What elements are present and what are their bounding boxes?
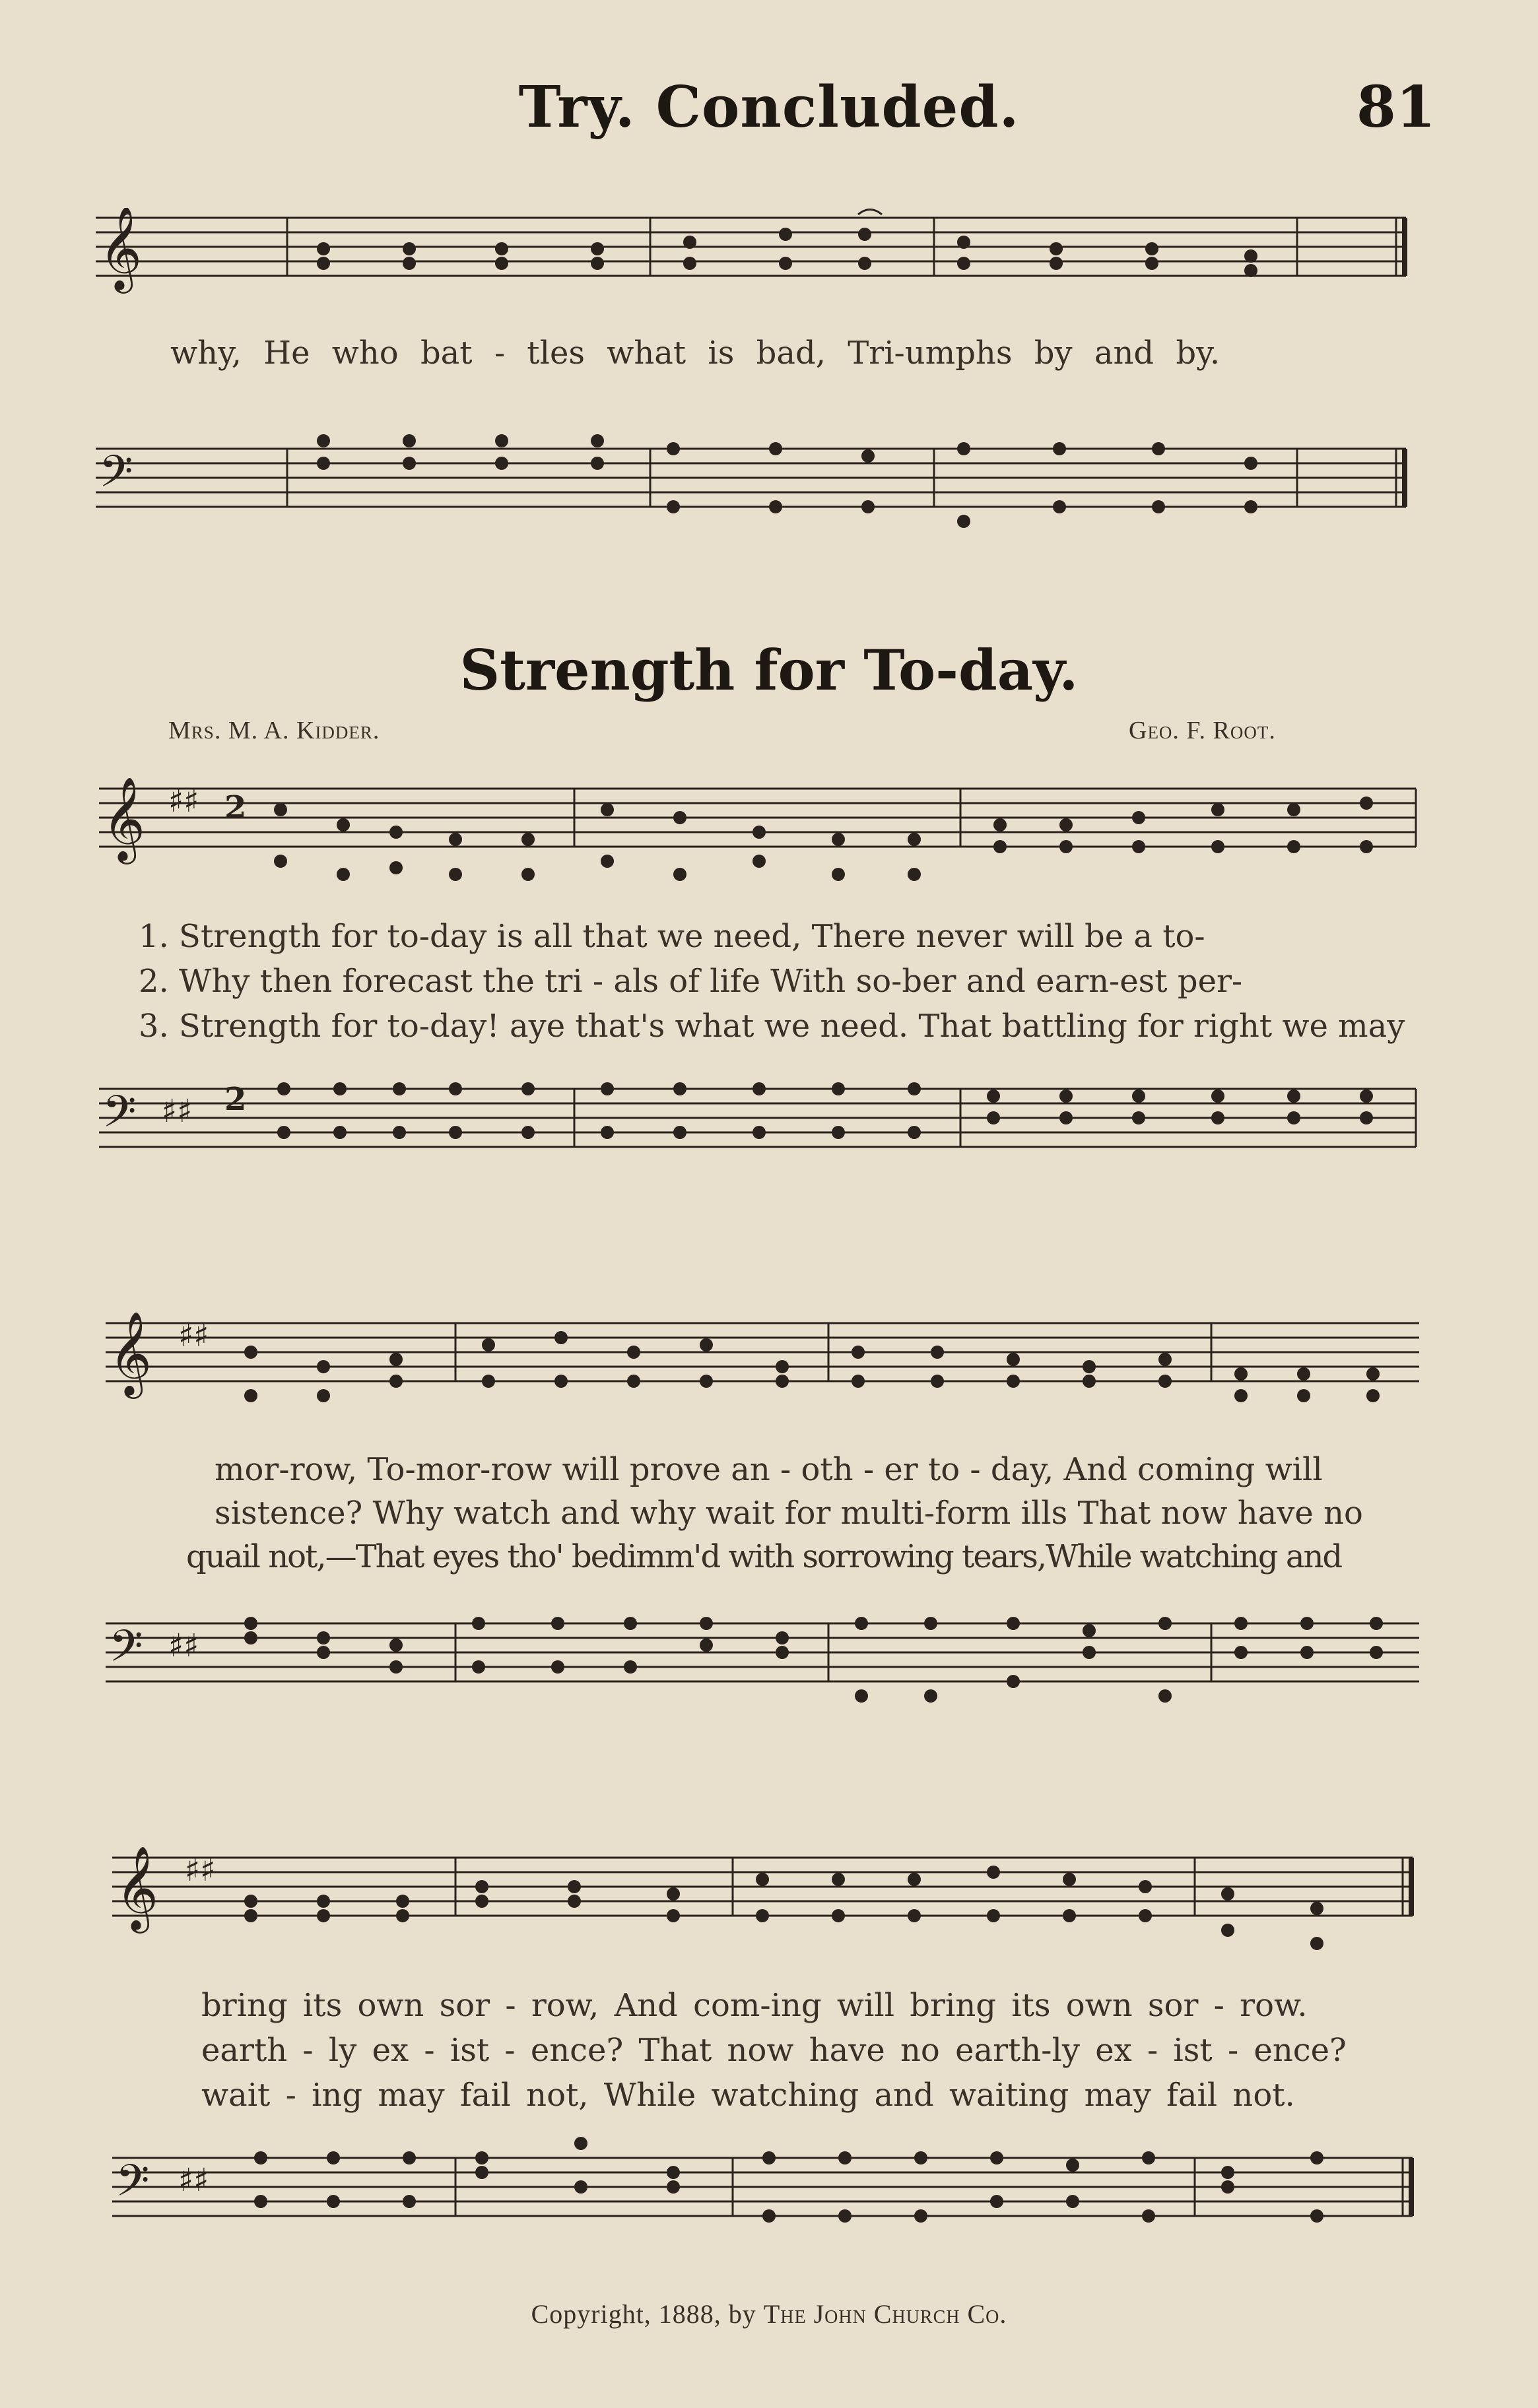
svg-text:♯♯: ♯♯ [185,1852,216,1889]
bass-staff-system-3 [0,2131,1538,2283]
lyric-system-3-verse-2: earth - ly ex - ist - ence? That now have no earth-ly ex - ist - ence? [201,2032,1347,2069]
lyric-system-1-verse-3: 3. Strength for to-day! aye that's what we need. That battling for right we may [139,1008,1405,1045]
publisher-name: The John Church Co. [763,2299,1007,2329]
lyric-system-3-verse-1: bring its own sor - row, And com-ing will bring its own sor - row. [201,1987,1308,2024]
svg-text:𝄞: 𝄞 [116,1845,159,1930]
svg-text:♯♯: ♯♯ [162,1093,193,1130]
running-title: Try. Concluded. [518,74,1020,141]
svg-text:2: 2 [224,1081,247,1118]
bass-staff-try [0,422,1538,561]
svg-text:♯♯: ♯♯ [178,2162,209,2199]
svg-text:𝄢: 𝄢 [109,1621,143,1682]
treble-staff-system-2 [0,1303,1538,1435]
treble-staff-system-3 [0,1831,1538,1976]
page-number: 81 [1356,74,1436,141]
svg-text:𝄢: 𝄢 [99,446,133,507]
bass-staff-system-1 [0,1069,1538,1201]
svg-text:♯♯: ♯♯ [178,1317,209,1354]
svg-text:𝄢: 𝄢 [116,2155,150,2217]
bass-staff-system-2 [0,1597,1538,1749]
svg-text:2: 2 [224,789,247,826]
svg-text:𝄢: 𝄢 [102,1086,137,1148]
lyric-system-3-verse-3: wait - ing may fail not, While watching and waiting may fail not. [201,2077,1295,2114]
copyright-notice [0,2298,1538,2329]
lyric-system-2-verse-1: mor-row, To-mor-row will prove an - oth - er to - day, And coming will [215,1451,1323,1488]
treble-staff-try [0,208,1538,307]
composer-credit: Geo. F. Root. [1129,717,1276,744]
lyric-system-2-verse-3: quail not,—That eyes tho' bedimm'd with sorrowing tears,While watching and [186,1538,1342,1575]
hymn-title: Strength for To-day. [459,637,1079,703]
svg-text:♯♯: ♯♯ [168,1627,199,1664]
svg-text:♯♯: ♯♯ [168,783,199,820]
svg-text:𝄞: 𝄞 [99,208,143,290]
author-credit: Mrs. M. A. Kidder. [168,717,380,744]
svg-text:𝄞: 𝄞 [109,1311,152,1395]
lyric-system-1-verse-1: 1. Strength for to-day is all that we need, There never will be a to- [139,918,1205,955]
copyright-prefix: Copyright, 1888, by [531,2299,756,2329]
treble-staff-system-1 [0,775,1538,888]
svg-text:𝄞: 𝄞 [102,776,146,861]
lyric-try: why, He who bat - tles what is bad, Tri-umphs by and by. [170,335,1220,372]
lyric-system-1-verse-2: 2. Why then forecast the tri - als of life With so-ber and earn-est per- [139,963,1243,1000]
lyric-system-2-verse-2: sistence? Why watch and why wait for multi-form ills That now have no [215,1495,1363,1532]
